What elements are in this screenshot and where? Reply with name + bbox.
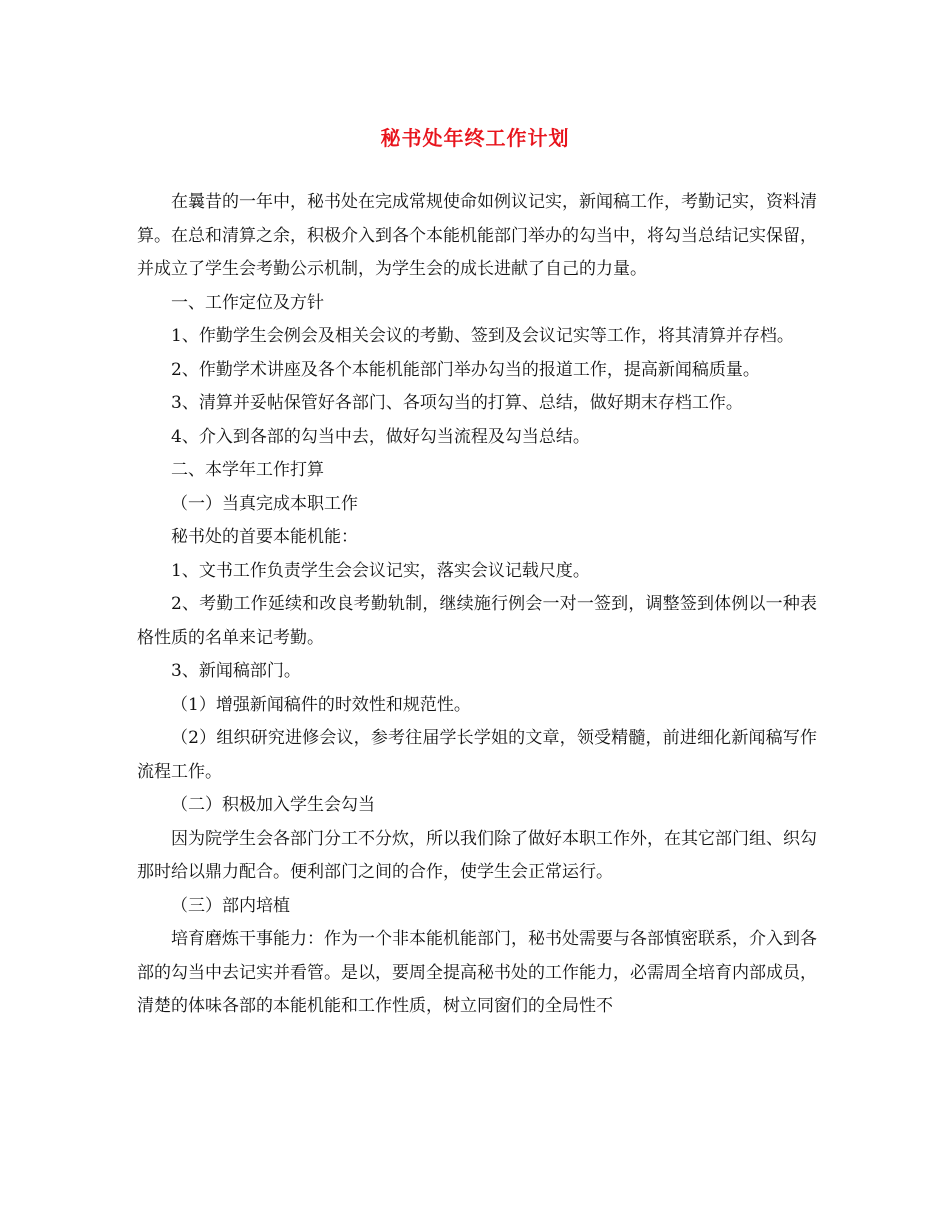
list-item: 3、清算并妥帖保管好各部门、各项勾当的打算、总结，做好期末存档工作。 (171, 393, 743, 413)
document-body (137, 186, 817, 1024)
list-item: 2、考勤工作延续和改良考勤轨制，继续施行例会一对一签到，调整签到体例以一种表格性质的名单来记考勤。 (137, 594, 817, 648)
paragraph: 培育磨炼干事能力：作为一个非本能机能部门，秘书处需要与各部慎密联系，介入到各部的勾当中去记实并看管。是以，要周全提高秘书处的工作能力，必需周全培育内部成员，清楚的体味各部的本能机能和工作性质，树立同窗们的全局性不 (137, 929, 817, 1016)
document-title: 秘书处年终工作计划 (380, 126, 570, 150)
list-item: 4、介入到各部的勾当中去，做好勾当流程及勾当总结。 (171, 426, 590, 447)
paragraph-intro: 在曩昔的一年中，秘书处在完成常规使命如例议记实，新闻稿工作，考勤记实，资料清算。在总和清算之余，积极介入到各个本能机能部门举办的勾当中，将勾当总结记实保留，并成立了学生会考勤公示机制，为学生会的成长进献了自己的力量。 (137, 192, 817, 279)
paragraph: 因为院学生会各部门分工不分炊，所以我们除了做好本职工作外，在其它部门组、织勾那时给以鼎力配合。便利部门之间的合作，使学生会正常运行。 (137, 828, 817, 882)
paragraph: 秘书处的首要本能机能： (171, 527, 358, 547)
subheading: （一）当真完成本职工作 (171, 493, 358, 514)
sub-list-item: （2）组织研究进修会议，参考往届学长学姐的文章，领受精髓，前进细化新闻稿写作流程工作。 (137, 728, 817, 782)
list-item: 3、新闻稿部门。 (171, 661, 301, 681)
list-item: 2、作勤学术讲座及各个本能机能部门举办勾当的报道工作，提高新闻稿质量。 (171, 359, 760, 380)
heading-section-1: 一、工作定位及方针 (171, 292, 324, 313)
subheading: （二）积极加入学生会勾当 (171, 795, 375, 815)
list-item: 1、文书工作负责学生会会议记实，落实会议记载尺度。 (171, 560, 590, 581)
list-item: 1、作勤学生会例会及相关会议的考勤、签到及会议记实等工作，将其清算并存档。 (171, 326, 794, 346)
sub-list-item: （1）增强新闻稿件的时效性和规范性。 (171, 694, 471, 715)
heading-section-2: 二、本学年工作打算 (171, 460, 324, 480)
subheading: （三）部内培植 (171, 895, 290, 916)
